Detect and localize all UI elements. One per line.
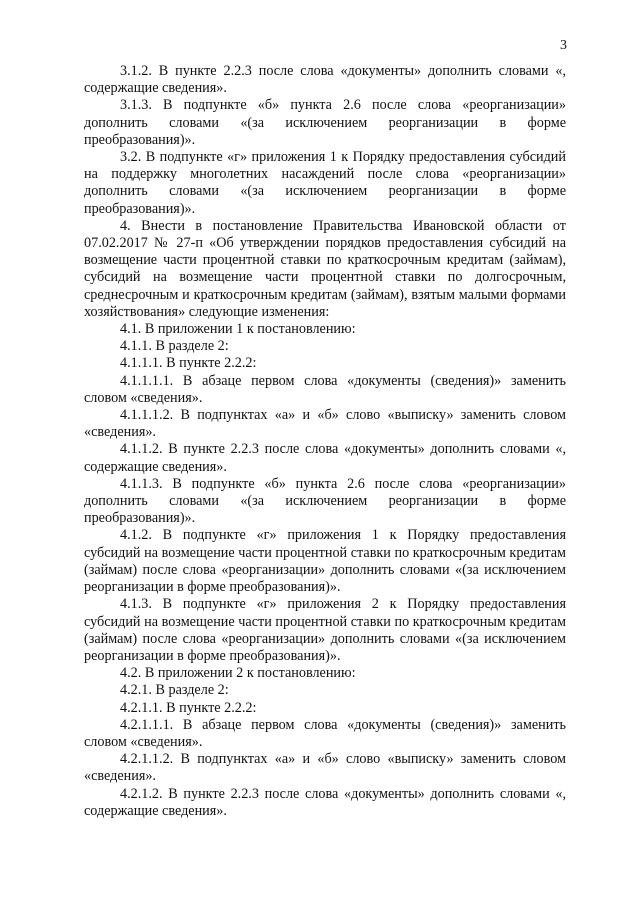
paragraph-4-1-1-2: 4.1.1.2. В пункте 2.2.3 после слова «документы» дополнить словами «, содержащие сведения».: [84, 441, 566, 475]
paragraph-4-1-1: 4.1.1. В разделе 2:: [120, 338, 229, 355]
paragraph-3-1-2: 3.1.2. В пункте 2.2.3 после слова «документы» дополнить словами «, содержащие сведения».: [84, 63, 566, 97]
paragraph-4-1: 4.1. В приложении 1 к постановлению:: [120, 321, 356, 338]
paragraph-4-1-2: 4.1.2. В подпункте «г» приложения 1 к Порядку предоставления субсидий на возмещение части процентной ставки по краткосрочным кредитам (займам) после слова «реорганизации» дополнить словами «(за исключением реорганизации в форме преобразования)».: [84, 527, 566, 596]
paragraph-4-2-1: 4.2.1. В разделе 2:: [120, 682, 229, 699]
paragraph-4-1-3: 4.1.3. В подпункте «г» приложения 2 к Порядку предоставления субсидий на возмещение части процентной ставки по краткосрочным кредитам (займам) после слова «реорганизации» дополнить словами «(за исключением реорганизации в форме преобразования)».: [84, 596, 566, 664]
paragraph-4-2-1-1-1: 4.2.1.1.1. В абзаце первом слова «документы (сведения)» заменить словом «сведения».: [84, 716, 566, 750]
paragraph-4-2-1-2: 4.2.1.2. В пункте 2.2.3 после слова «документы» дополнить словами «, содержащие сведения».: [84, 785, 566, 819]
paragraph-4: 4. Внести в постановление Правительства Ивановской области от 07.02.2017 № 27-п «Об утверждении порядков предоставления субсидий на возмещение части процентной ставки по краткосрочным кредитам (займам), субсидий на возмещение части процентной ставки по долгосрочным, среднесрочным и краткосрочным кредитам (займам), взятым малыми формами хозяйствования» следующие изменения:: [84, 217, 566, 320]
paragraph-4-1-1-1-2: 4.1.1.1.2. В подпунктах «а» и «б» слово «выписку» заменить словом «сведения».: [84, 407, 566, 441]
paragraph-3-1-3: 3.1.3. В подпункте «б» пункта 2.6 после слова «реорганизации» дополнить словами «(за исключением реорганизации в форме преобразования)».: [84, 97, 566, 148]
paragraph-4-1-1-1-1: 4.1.1.1.1. В абзаце первом слова «документы (сведения)» заменить словом «сведения».: [84, 372, 566, 406]
paragraph-4-2-1-1-2: 4.2.1.1.2. В подпунктах «а» и «б» слово «выписку» заменить словом «сведения».: [84, 751, 566, 785]
paragraph-4-2: 4.2. В приложении 2 к постановлению:: [120, 665, 356, 682]
page-number: 3: [560, 38, 567, 53]
paragraph-4-1-1-3: 4.1.1.3. В подпункте «б» пункта 2.6 после слова «реорганизации» дополнить словами «(за исключением реорганизации в форме преобразования)».: [84, 475, 566, 527]
paragraph-4-2-1-1: 4.2.1.1. В пункте 2.2.2:: [120, 699, 257, 716]
paragraph-3-2: 3.2. В подпункте «г» приложения 1 к Порядку предоставления субсидий на поддержку многолетних насаждений после слова «реорганизации» дополнить словами «(за исключением реорганизации в форме преобразования)».: [84, 149, 566, 217]
paragraph-4-1-1-1: 4.1.1.1. В пункте 2.2.2:: [120, 355, 257, 372]
document-body: [84, 63, 566, 820]
